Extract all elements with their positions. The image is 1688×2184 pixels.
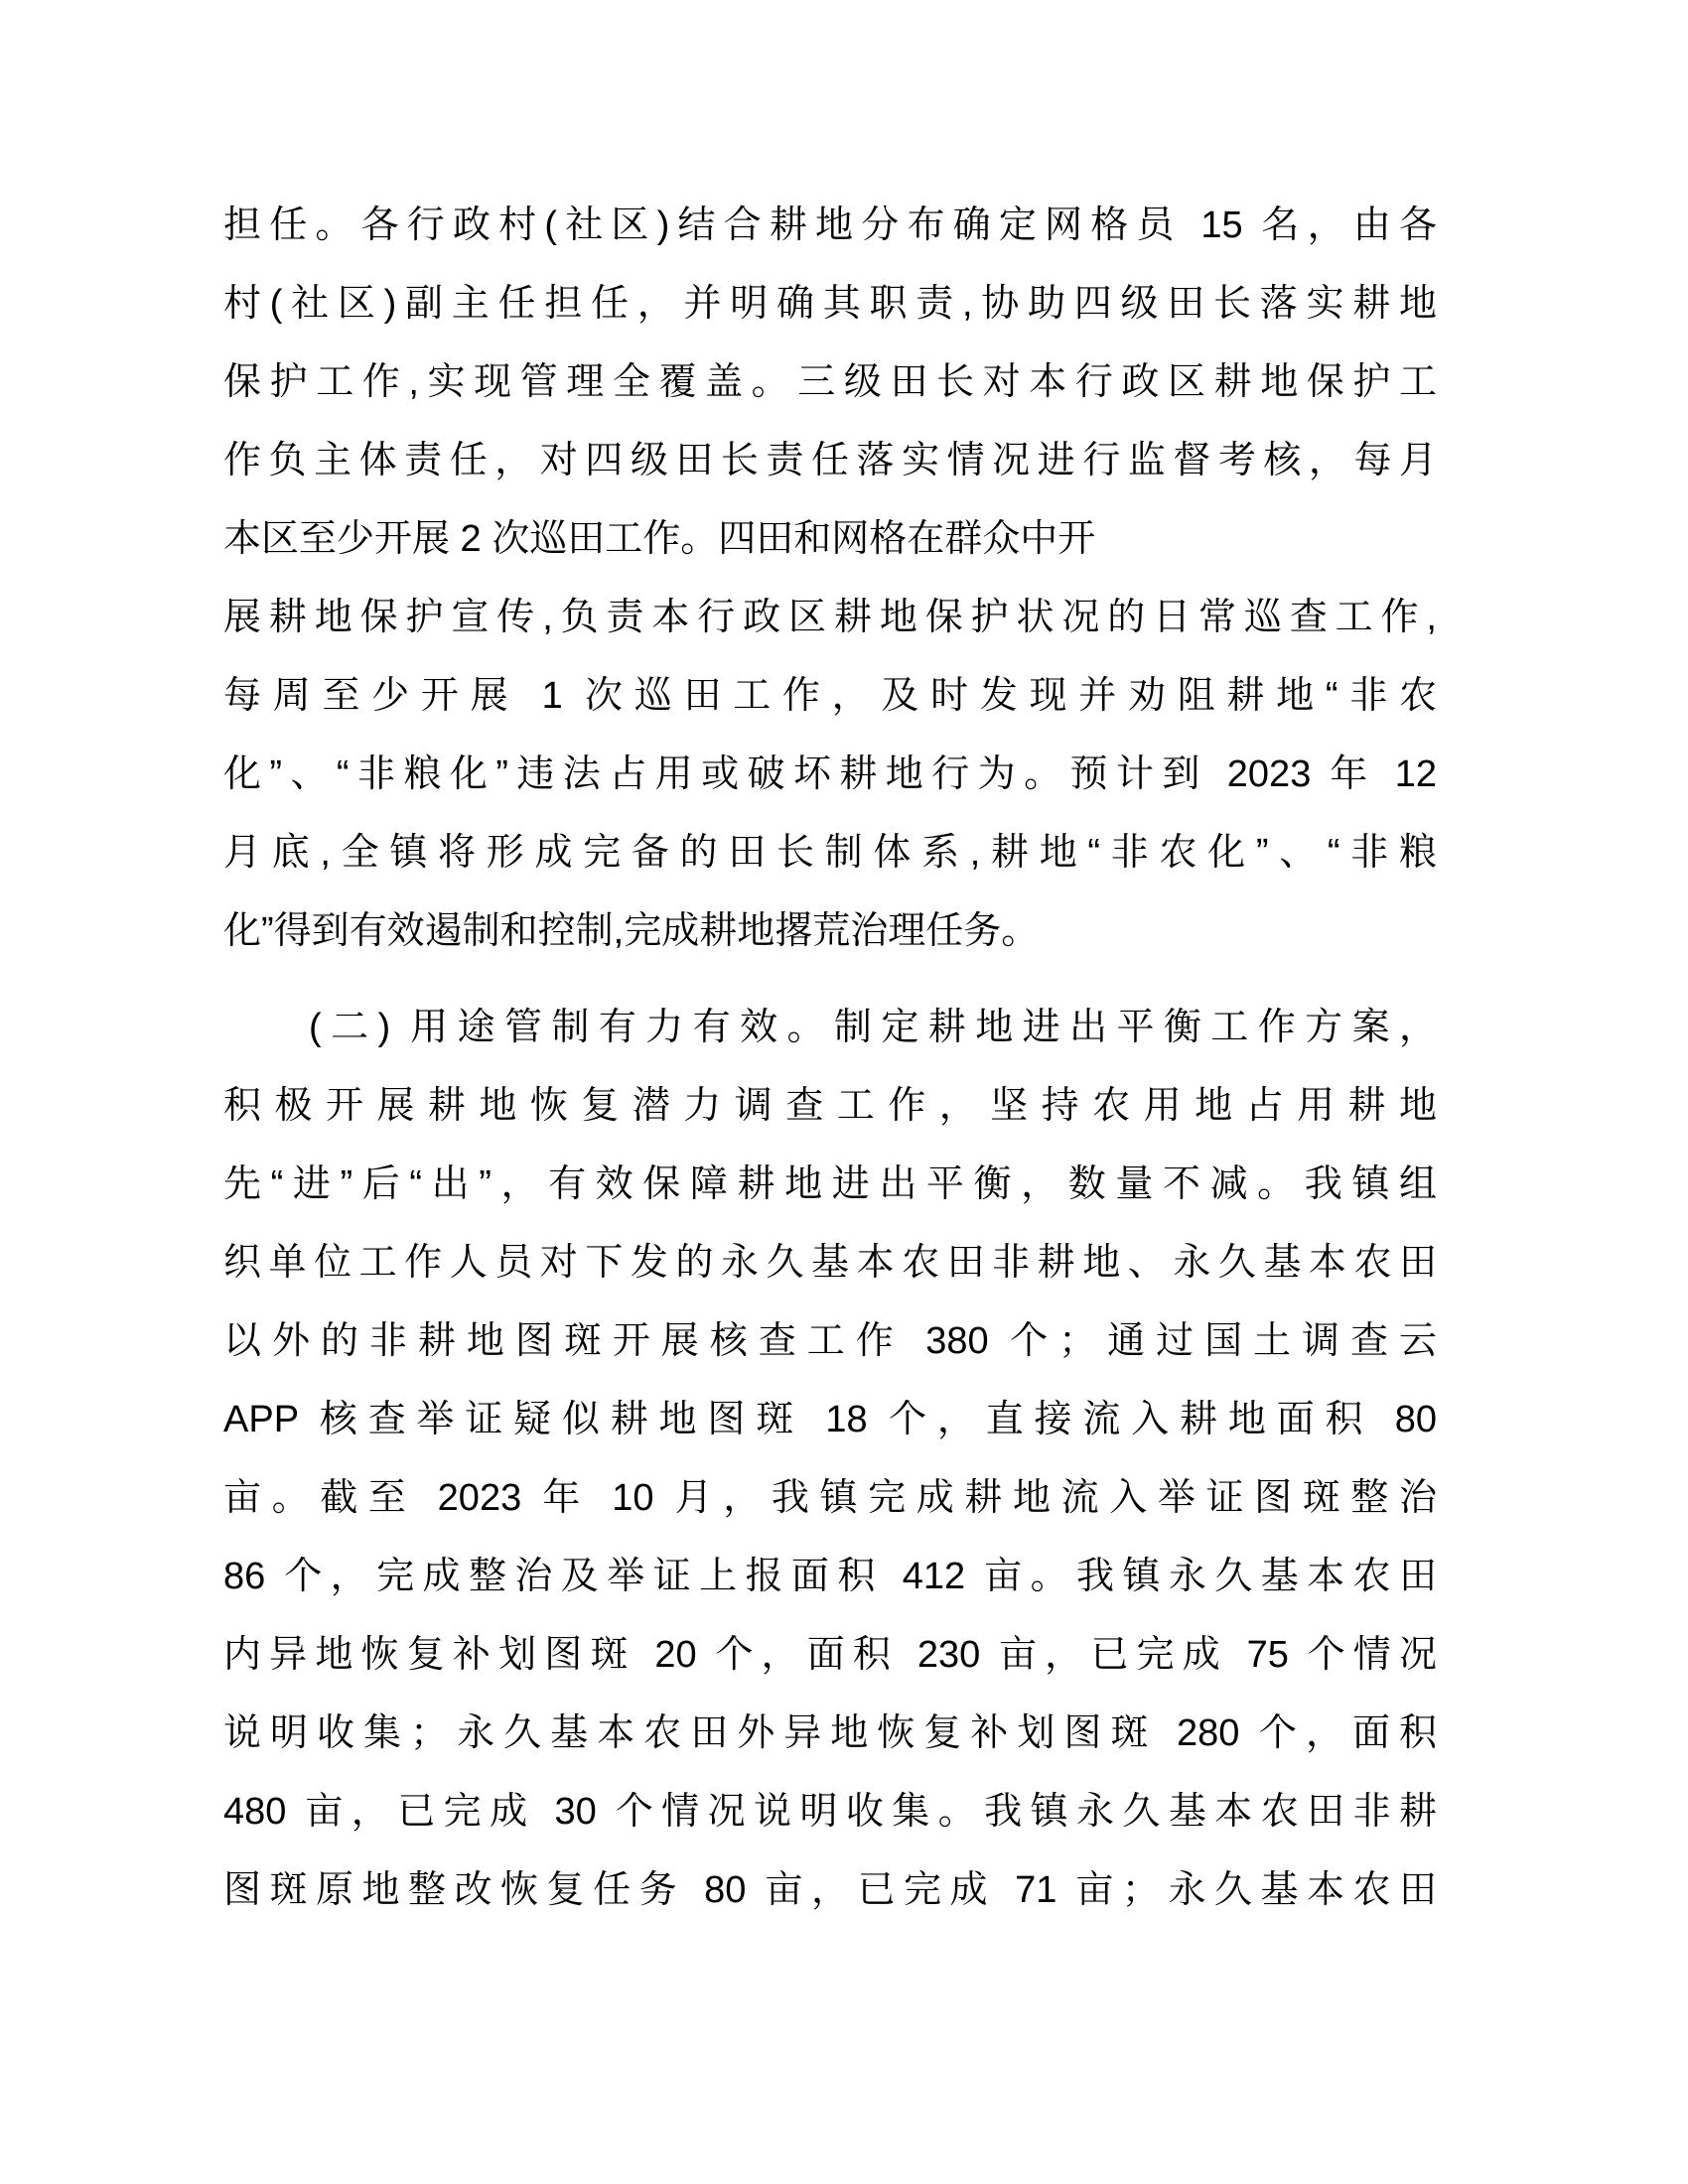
text-line: 86 个，完成整治及举证上报面积 412 亩。我镇永久基本农田 (223, 1556, 1437, 1597)
text-line: 内异地恢复补划图斑 20 个，面积 230 亩，已完成 75 个情况 (223, 1634, 1437, 1676)
text-line: 织单位工作人员对下发的永久基本农田非耕地、永久基本农田 (223, 1242, 1437, 1284)
paragraph (223, 989, 1437, 1930)
text-line: 化”得到有效遏制和控制,完成耕地撂荒治理任务。 (223, 910, 1040, 952)
text-line: APP 核查举证疑似耕地图斑 18 个，直接流入耕地面积 80 (223, 1399, 1437, 1440)
text-line: 积极开展耕地恢复潜力调查工作，坚持农用地占用耕地 (223, 1085, 1437, 1127)
document-text (223, 187, 1437, 1930)
text-line: 480 亩，已完成 30 个情况说明收集。我镇永久基本农田非耕 (223, 1791, 1437, 1833)
text-line: 月底,全镇将形成完备的田长制体系,耕地“非农化”、“非粮 (223, 832, 1437, 874)
text-line: 本区至少开展 2 次巡田工作。四田和网格在群众中开 (223, 518, 1096, 560)
text-line: 先“进”后“出”，有效保障耕地进出平衡，数量不减。我镇组 (223, 1163, 1437, 1205)
text-line: (二) 用途管制有力有效。制定耕地进出平衡工作方案， (309, 1007, 1437, 1048)
text-line: 化”、“非粮化”违法占用或破坏耕地行为。预计到 2023 年 12 (223, 753, 1437, 795)
paragraph (223, 187, 1437, 971)
text-line: 说明收集；永久基本农田外异地恢复补划图斑 280 个，面积 (223, 1712, 1437, 1754)
text-line: 亩。截至 2023 年 10 月，我镇完成耕地流入举证图斑整治 (223, 1477, 1437, 1519)
text-line: 每周至少开展 1 次巡田工作，及时发现并劝阻耕地“非农 (223, 675, 1437, 717)
text-line: 担任。各行政村(社区)结合耕地分布确定网格员 15 名，由各 (223, 205, 1437, 246)
text-line: 保护工作,实现管理全覆盖。三级田长对本行政区耕地保护工 (223, 361, 1437, 403)
text-line: 展耕地保护宣传,负责本行政区耕地保护状况的日常巡查工作, (223, 597, 1437, 638)
text-line: 图斑原地整改恢复任务 80 亩，已完成 71 亩；永久基本农田 (223, 1869, 1437, 1911)
text-line: 作负主体责任，对四级田长责任落实情况进行监督考核，每月 (223, 440, 1437, 481)
text-line: 村(社区)副主任担任，并明确其职责,协助四级田长落实耕地 (223, 283, 1437, 325)
text-line: 以外的非耕地图斑开展核查工作 380 个；通过国土调查云 (223, 1320, 1437, 1362)
